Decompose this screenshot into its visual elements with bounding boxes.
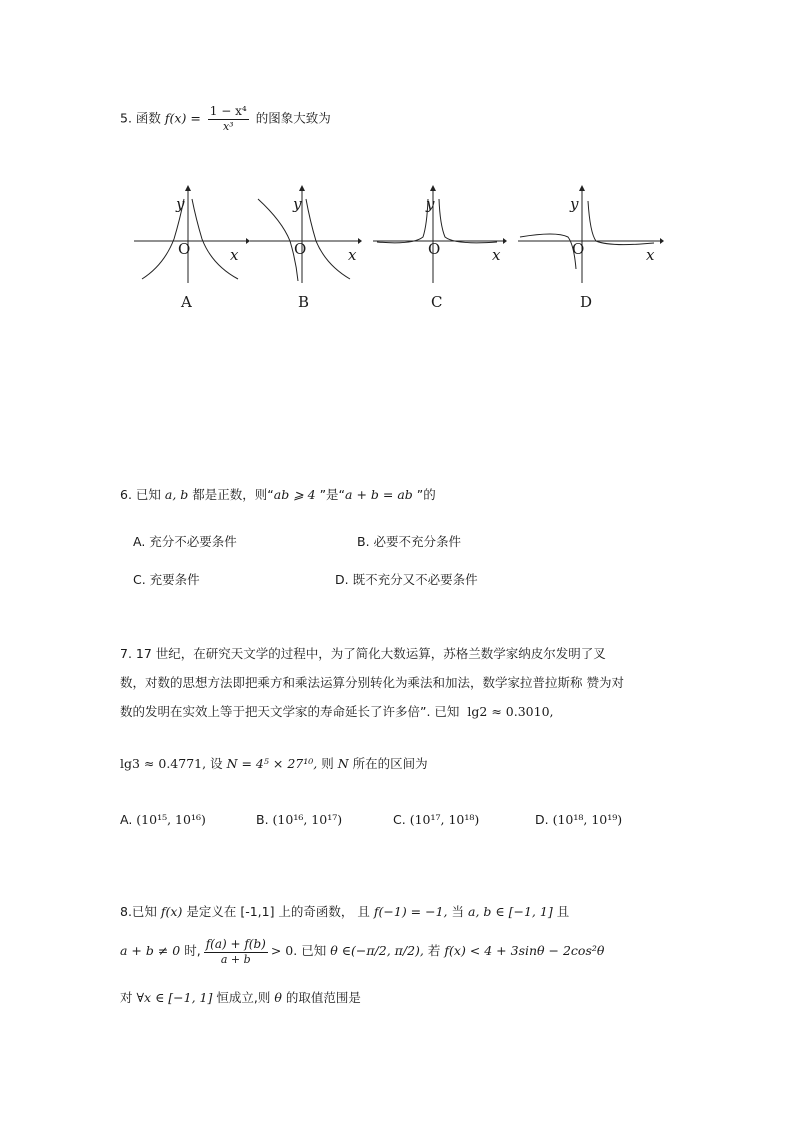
q6-stem-2: 都是正数，则“ [192,487,274,502]
q7-n-def: N = 4⁵ × 27¹⁰, [226,756,318,771]
q8-l3-d: θ [274,990,282,1005]
q8-l2-f: 若 [427,943,441,958]
q6-option-a: A. 充分不必要条件 [133,534,237,549]
graph-d-label: D [580,293,593,311]
graph-b-label: B [298,293,310,311]
graph-c-label: C [431,293,443,311]
q5-number: 5. [120,110,132,126]
q6-cond2: a + b = ab [345,487,413,502]
graph-b [250,185,362,285]
q8-numerator: f(a) + f(b) [205,936,266,951]
q8-l3-b: ∀x ∈ [−1, 1] [136,990,213,1005]
q8-l2-d: 已知 [301,943,327,958]
q8-fraction [204,937,268,967]
q7-option-d [535,810,622,830]
graph-c-y-label: y [426,195,435,213]
q8-l1-f: f(x) [160,904,183,919]
q7-lg3: lg3 ≈ 0.4771, [120,756,207,771]
graph-a-x-label: x [230,246,239,264]
graph-a-y-label: y [176,195,185,213]
q7-option-b [256,810,342,830]
q6-vars: a, b [164,487,189,502]
q7-line-4-text-3: 所在的区间为 [352,756,428,771]
q6-stem [120,485,436,505]
q7-option-b-label: B. [256,812,269,827]
graph-a-label: A [181,293,192,311]
graph-c [373,185,507,285]
q7-n-var: N [337,756,349,771]
q7-lg2: lg2 ≈ 0.3010, [467,704,554,719]
q8-l2-e: θ ∈ [330,943,351,958]
q6-stem-3: ”是“ [319,487,346,502]
graph-a [134,185,250,285]
q8-l2-a: a + b ≠ 0 [120,943,181,958]
q6-option-c: C. 充要条件 [133,572,200,587]
q5-stem [120,104,331,134]
q7-option-c-value: (10¹⁷, 10¹⁸) [409,812,480,827]
q8-l1-g: 且 [556,904,570,919]
q5-func: f(x) = [164,110,201,126]
graph-c-origin: O [428,240,441,258]
q8-l3-c: 恒成立,则 [216,990,271,1005]
graph-d-origin: O [572,240,585,258]
q7-option-d-value: (10¹⁸, 10¹⁹) [552,812,623,827]
q6-cond1: ab ⩾ 4 [273,487,316,502]
q7-line-3 [120,702,554,722]
q6-stem-1: 6. 已知 [120,487,161,502]
q7-option-b-value: (10¹⁶, 10¹⁷) [272,812,343,827]
q8-denominator: a + b [220,952,251,966]
q8-line-3 [120,988,361,1008]
q8-line-1 [120,902,569,922]
q8-l3-e: 的取值范围是 [285,990,361,1005]
q8-l2-g: f(x) < 4 + 3sinθ − 2cos²θ [444,943,605,958]
q8-l2-b: 时, [184,943,201,958]
graph-b-origin: O [294,240,307,258]
graph-d-x-label: x [646,246,655,264]
q7-option-d-label: D. [535,812,549,827]
q5-prefix: 函数 [135,110,161,126]
q7-option-a-value: (10¹⁵, 10¹⁶) [136,812,206,827]
q7-option-a-label: A. [120,812,133,827]
q5-suffix: 的图象大致为 [255,110,331,126]
graph-a-origin: O [178,240,191,258]
q8-l1-a: 8.已知 [120,904,157,919]
graph-b-y-label: y [293,195,302,213]
graph-d [518,185,664,285]
q8-l1-c: f(−1) = −1, [373,904,448,919]
q7-line-1: 7. 17 世纪，在研究天文学的过程中，为了简化大数运算，苏格兰数学家纳皮尔发明了叉 [120,646,606,661]
q6-option-b: B. 必要不充分条件 [357,534,462,549]
q8-l1-b: 是定义在 [-1,1] 上的奇函数， 且 [186,904,370,919]
q8-l2-c: > 0. [270,943,298,958]
q7-option-a [120,810,206,830]
q7-option-c [393,810,479,830]
q8-l1-e: a, b ∈ [−1, 1] [468,904,553,919]
graph-b-x-label: x [348,246,357,264]
q7-line-2: 数，对数的思想方法即把乘方和乘法运算分别转化为乘法和加法，数学家拉普拉斯称 赞为对 [120,675,624,690]
q7-line-4-text-2: 则 [321,756,334,771]
q6-stem-4: ”的 [416,487,436,502]
q8-line-2 [120,934,604,968]
q8-l2-interval: (−π/2, π/2), [350,943,424,958]
q5-numerator: 1 − x⁴ [209,104,247,118]
q5-fraction [208,104,249,134]
graph-c-x-label: x [492,246,501,264]
q8-l3-a: 对 [120,990,133,1005]
q6-option-d: D. 既不充分又不必要条件 [335,572,478,587]
q5-denominator: x³ [222,120,234,133]
q7-line-4 [120,754,428,774]
q7-line-4-text-1: 设 [210,756,223,771]
q7-option-c-label: C. [393,812,406,827]
graph-d-y-label: y [570,195,579,213]
q7-line-3-text: 数的发明在实效上等于把天文学家的寿命延长了许多倍”. 已知 [120,704,460,719]
q8-l1-d: 当 [451,904,465,919]
